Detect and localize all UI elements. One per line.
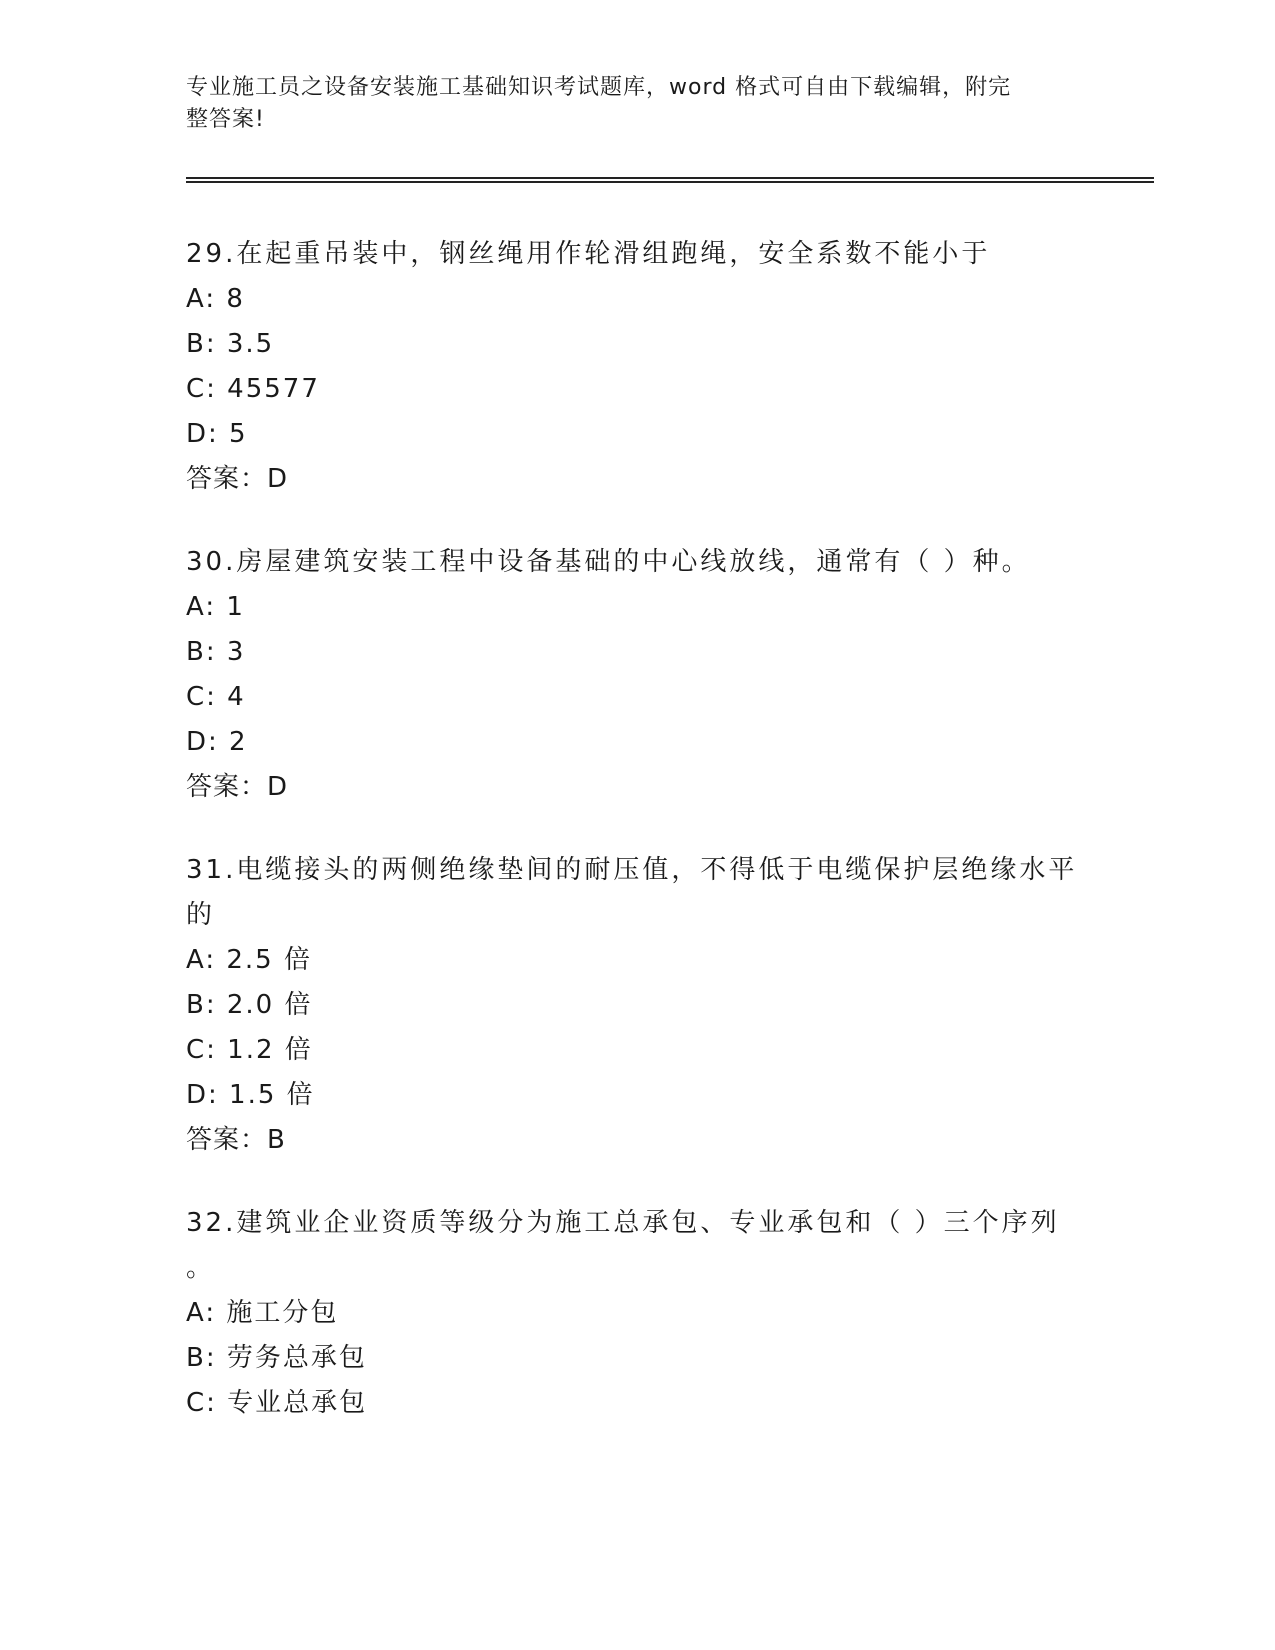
option-c: C: 4	[186, 682, 246, 712]
question-stem: 29.在起重吊装中，钢丝绳用作轮滑组跑绳，安全系数不能小于	[186, 239, 991, 269]
option-d: D: 1.5 倍	[186, 1080, 315, 1110]
option-a: A: 施工分包	[186, 1298, 339, 1328]
option-a: A: 8	[186, 284, 245, 314]
option-c: C: 专业总承包	[186, 1388, 368, 1418]
option-d: D: 5	[186, 419, 248, 449]
question-stem: 30.房屋建筑安装工程中设备基础的中心线放线，通常有（ ）种。	[186, 547, 1031, 577]
option-b: B: 2.0 倍	[186, 990, 313, 1020]
question-31	[186, 848, 1086, 1163]
answer-line: 答案：D	[186, 464, 289, 494]
question-list	[186, 232, 1086, 1464]
header-line-1: 专业施工员之设备安装施工基础知识考试题库，word 格式可自由下载编辑，附完	[186, 75, 1012, 100]
header-line-2: 整答案!	[186, 107, 265, 132]
option-b: B: 3	[186, 637, 246, 667]
question-stem: 32.建筑业企业资质等级分为施工总承包、专业承包和（ ）三个序列 。	[186, 1208, 1060, 1283]
document-header	[186, 72, 1066, 136]
option-a: A: 2.5 倍	[186, 945, 312, 975]
option-c: C: 1.2 倍	[186, 1035, 313, 1065]
option-a: A: 1	[186, 592, 245, 622]
option-b: B: 劳务总承包	[186, 1343, 367, 1373]
header-divider	[186, 177, 1154, 183]
question-stem: 31.电缆接头的两侧绝缘垫间的耐压值，不得低于电缆保护层绝缘水平 的	[186, 855, 1078, 930]
question-30	[186, 540, 1086, 810]
question-32	[186, 1201, 1086, 1426]
option-b: B: 3.5	[186, 329, 275, 359]
option-d: D: 2	[186, 727, 248, 757]
answer-line: 答案：D	[186, 772, 289, 802]
option-c: C: 45577	[186, 374, 320, 404]
question-29	[186, 232, 1086, 502]
answer-line: 答案：B	[186, 1125, 286, 1155]
